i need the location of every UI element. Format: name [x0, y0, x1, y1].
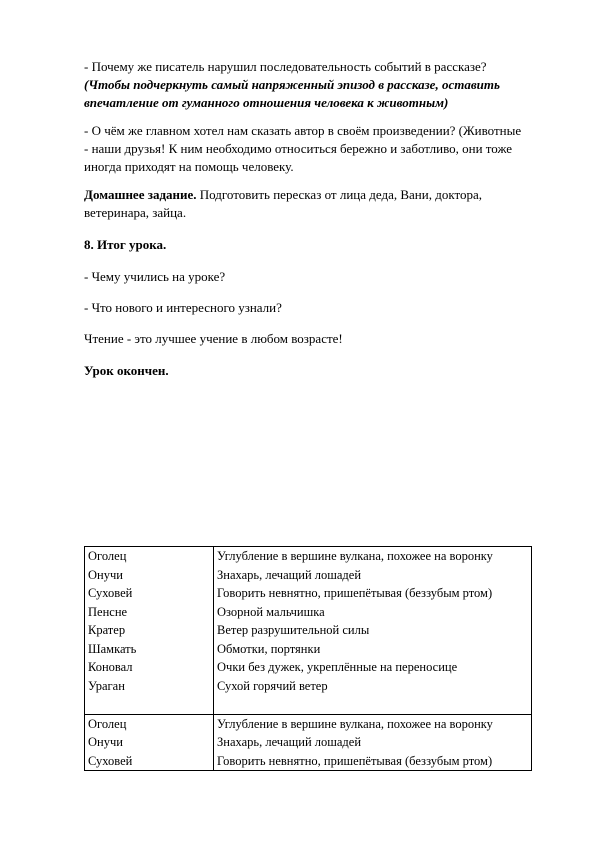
words-cell	[85, 547, 214, 715]
definition-item: Углубление в вершине вулкана, похожее на воронку	[217, 549, 493, 563]
homework-label: Домашнее задание.	[84, 187, 197, 202]
vocabulary-table-1	[84, 546, 532, 771]
word-item: Онучи	[88, 567, 123, 582]
word-item: Коновал	[88, 660, 133, 674]
section-title: 8. Итог урока.	[84, 237, 167, 252]
word-item: Пенсне	[88, 604, 128, 619]
question-learned: - Чему учились на уроке?	[84, 269, 226, 284]
definition-item: Обмотки, портянки	[217, 641, 321, 656]
word-item: Суховей	[88, 753, 133, 768]
question-sequence	[84, 58, 524, 112]
word-item: Шамкать	[88, 641, 137, 656]
definition-item: Углубление в вершине вулкана, похожее на воронку	[217, 716, 493, 731]
table-row	[85, 714, 532, 771]
word-item: Оголец	[88, 716, 127, 731]
words-cell	[85, 714, 214, 771]
spacer	[88, 695, 210, 714]
definition-item: Говорить невнятно, пришепётывая (беззубым ртом)	[217, 753, 493, 768]
homework-text: Подготовить пересказ от лица деда, Вани, доктора, ветеринара, зайца.	[84, 187, 482, 220]
question-main-idea: - О чём же главном хотел нам сказать автор в своём произведении? (Животные - наши друзья! К ним необходимо относиться бережно и заботливо, они тоже иногда приходят на помощь человеку.	[84, 123, 522, 174]
definition-item: Знахарь, лечащий лошадей	[217, 735, 362, 749]
definition-item: Знахарь, лечащий лошадей	[217, 567, 362, 582]
word-item: Онучи	[88, 735, 123, 749]
lesson-end: Урок окончен.	[84, 363, 169, 378]
definitions-cell	[214, 547, 532, 715]
word-item: Ураган	[88, 678, 125, 693]
definitions-cell	[214, 714, 532, 771]
definition-item: Сухой горячий ветер	[217, 678, 328, 693]
table-row	[85, 547, 532, 715]
definition-item: Озорной мальчишка	[217, 604, 325, 619]
answer-sequence: (Чтобы подчеркнуть самый напряженный эпизод в рассказе, оставить впечатление от гуманного отношения человека к животным)	[84, 77, 500, 110]
motto: Чтение - это лучшее учение в любом возрасте!	[84, 331, 343, 346]
definition-item: Говорить невнятно, пришепётывая (беззубым ртом)	[217, 586, 493, 600]
question-sequence-text: - Почему же писатель нарушил последовательность событий в рассказе?	[84, 59, 487, 74]
question-new: - Что нового и интересного узнали?	[84, 300, 282, 315]
definition-item: Ветер разрушительной силы	[217, 623, 370, 637]
word-item: Оголец	[88, 549, 127, 563]
word-item: Кратер	[88, 623, 126, 637]
definition-item: Очки без дужек, укреплённые на переносице	[217, 660, 458, 674]
word-item: Суховей	[88, 586, 133, 600]
homework-paragraph	[84, 186, 524, 222]
spacer	[217, 695, 528, 714]
